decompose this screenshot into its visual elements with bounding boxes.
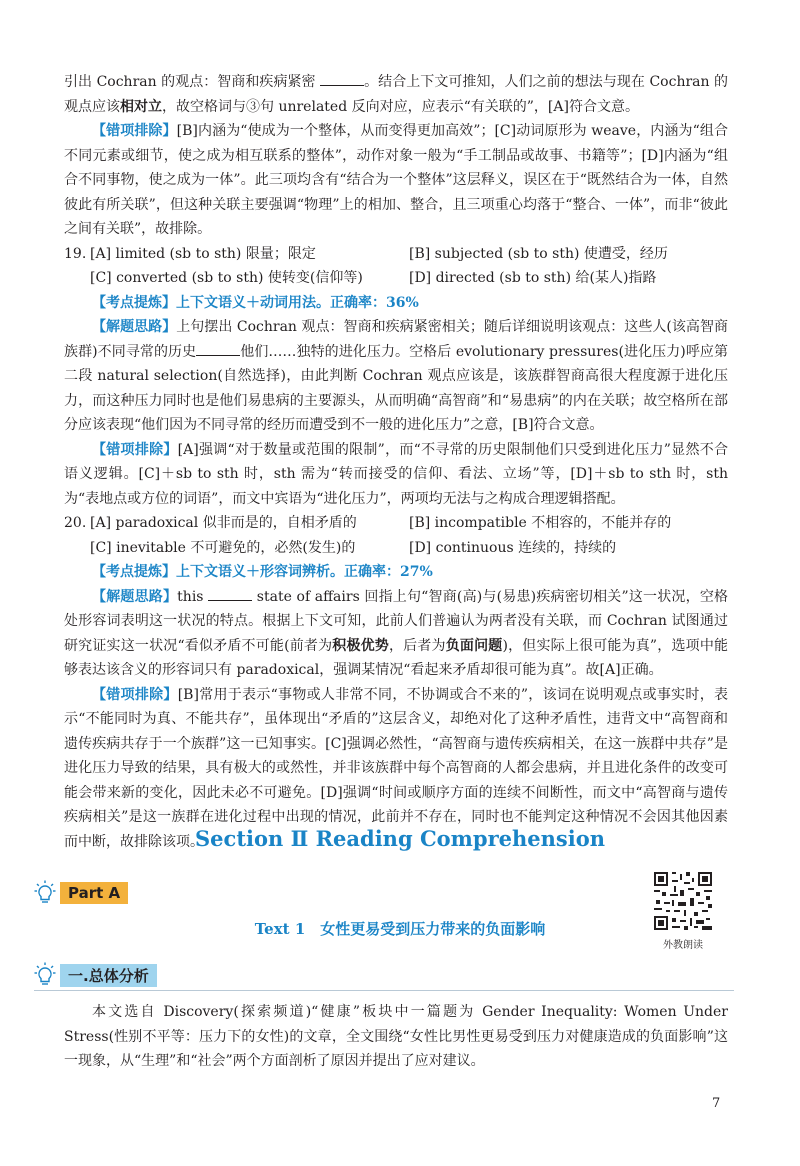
q19-error-analysis: 【错项排除】[A]强调“对于数量或范围的限制”，而“不寻常的历史限制他们只受到进化压力”显然不合语义逻辑。[C]＋sb to sth 时，sth 需为“转而接受的信仰、看法、立场”等，[D]＋sb to sth 时，sth 为“表地点或方位的词语”，而文中宾语为“进化压力”，两项均无法与之构成合理逻辑搭配。 xyxy=(64,441,729,507)
part-a-header xyxy=(34,880,128,906)
qr-label: 外教朗读 xyxy=(663,940,703,951)
part-a-label: Part A xyxy=(60,882,128,904)
blank xyxy=(320,71,364,86)
overview-header xyxy=(34,962,734,991)
q20-point: 【考点提炼】上下文语义＋形容词辨析。正确率：27% xyxy=(92,564,433,580)
q19-option-d: [D] directed (sb to sth) 给(某人)指路 xyxy=(409,270,657,286)
q19-thinking: 【解题思路】上句摆出 Cochran 观点：智商和疾病紧密相关；随后详细说明该观点：这些人(该高智商族群)不同寻常的历史 他们……独特的进化压力。空格后 evolutionary pressures(进化压力)呼应第二段 natural selection(自然选择)，由此判断 Cochran 观点应该是，该族群智商高很大程度源于进化压力，而这种压力同时也是他们易患病的主要源头，从而明确“高智商”和“易患病”的内在关联；故空格所在部分应该表现“他们因为不同寻常的经历而遭受到不一般的进化压力”之意，[B]符合文意。 xyxy=(64,319,729,433)
overview-title: 一.总体分析 xyxy=(60,964,157,987)
q19-option-c: [C] converted (sb to sth) 使转变(信仰等) xyxy=(90,270,363,286)
q19-options-row1: 19. [A] limited (sb to sth) 限量；限定 [B] subjected (sb to sth) 使遭受，经历 xyxy=(64,242,728,267)
qr-code-icon xyxy=(652,870,714,932)
lightbulb-icon xyxy=(34,880,56,906)
q20-options-row1: 20. [A] paradoxical 似非而是的，自相矛盾的 [B] incompatible 不相容的，不能并存的 xyxy=(64,511,728,536)
q18-answer-continuation: 引出 Cochran 的观点：智商和疾病紧密 。结合上下文可推知，人们之前的想法与现在 Cochran 的观点应该相对立，故空格词与③句 unrelated 反向对应，应表示“有关联的”，[A]符合文意。 xyxy=(64,70,728,119)
q20-option-c: [C] inevitable 不可避免的，必然(发生)的 xyxy=(90,539,356,556)
q19-option-b: [B] subjected (sb to sth) 使遭受，经历 xyxy=(409,245,668,262)
qr-code[interactable] xyxy=(652,870,714,951)
text1-title: Text 1 女性更易受到压力带来的负面影响 xyxy=(254,920,546,938)
q19-options-row2 xyxy=(64,266,728,291)
q19-point: 【考点提炼】上下文语义＋动词用法。正确率：36% xyxy=(92,294,419,311)
q20-option-d: [D] continuous 连续的，持续的 xyxy=(409,539,617,556)
section-title: Section Ⅱ Reading Comprehension xyxy=(195,826,605,851)
blank xyxy=(208,586,252,601)
q20-thinking: 【解题思路】this state of affairs 回指上句“智商(高)与(易患)疾病密切相关”这一状况，空格处形容词表明这一状况的特点。根据上下文可知，此前人们普遍认为两者没有关联，而 Cochran 试图通过研究证实这一状况“看似矛盾不可能(前者为积极优势，后者为负面问题)，但实际上很可能为真”，选项中能够表达该含义的形容词只有 paradoxical，强调某情况“看起来矛盾却很可能为真”。故[A]正确。 xyxy=(64,585,728,683)
q19-option-a: [A] limited (sb to sth) 限量；限定 xyxy=(90,245,316,262)
q20-error-analysis: 【错项排除】[B]常用于表示“事物或人非常不同，不协调或合不来的”，该词在说明观点或事实时，表示“不能同时为真、不能共存”，虽体现出“矛盾的”这层含义，却绝对化了这种矛盾性，违背文中“高智商和遗传疾病共存于一个族群”这一已知事实。[C]强调必然性，“高智商与遗传疾病相关，在这一族群中共存”是进化压力导致的结果，具有极大的或然性，并非该族群中每个高智商的人都会患病，并且进化条件的改变可能会带来新的变化，因此未必不可避免。[D]强调“时间或顺序方面的连续不间断性，而文中“高智商与遗传疾病相关”是这一族群在进化过程中出现的情况，此前并不存在，同时也不能判定这种情况不会因其他因素而中断，故排除该项。 xyxy=(64,686,728,850)
lightbulb-icon xyxy=(34,962,56,988)
blank xyxy=(196,341,240,356)
q20-option-a: [A] paradoxical 似非而是的，自相矛盾的 xyxy=(90,515,357,531)
page-body xyxy=(64,70,728,854)
q20-options-row2 xyxy=(64,536,728,561)
overview-text: 本文选自 Discovery(探索频道)“健康”板块中一篇题为 Gender Inequality: Women Under Stress(性别不平等：压力下的女性)的文章，全文围绕“女性比男性更易受到压力对健康造成的负面影响”这一现象，从“生理”和“社会”两个方面剖析了原因并提出了应对建议。 xyxy=(64,1004,728,1069)
q20-option-b: [B] incompatible 不相容的，不能并存的 xyxy=(409,515,672,531)
q18-error-analysis: 【错项排除】[B]内涵为“使成为一个整体，从而变得更加高效”；[C]动词原形为 weave，内涵为“组合不同元素或细节，使之成为相互联系的整体”，动作对象一般为“手工制品或故事、书籍等”；[D]内涵为“组合不同事物，使之成为一体”。此三项均含有“结合为一个整体”这层释义，误区在于“既然结合为一体，自然彼此有所关联”，但这种关联主要强调“物理”上的相加、整合，且三项重心均落于“整合、一体”，而非“彼此之间有关联”，故排除。 xyxy=(64,123,729,237)
page-number: 7 xyxy=(712,1096,721,1111)
